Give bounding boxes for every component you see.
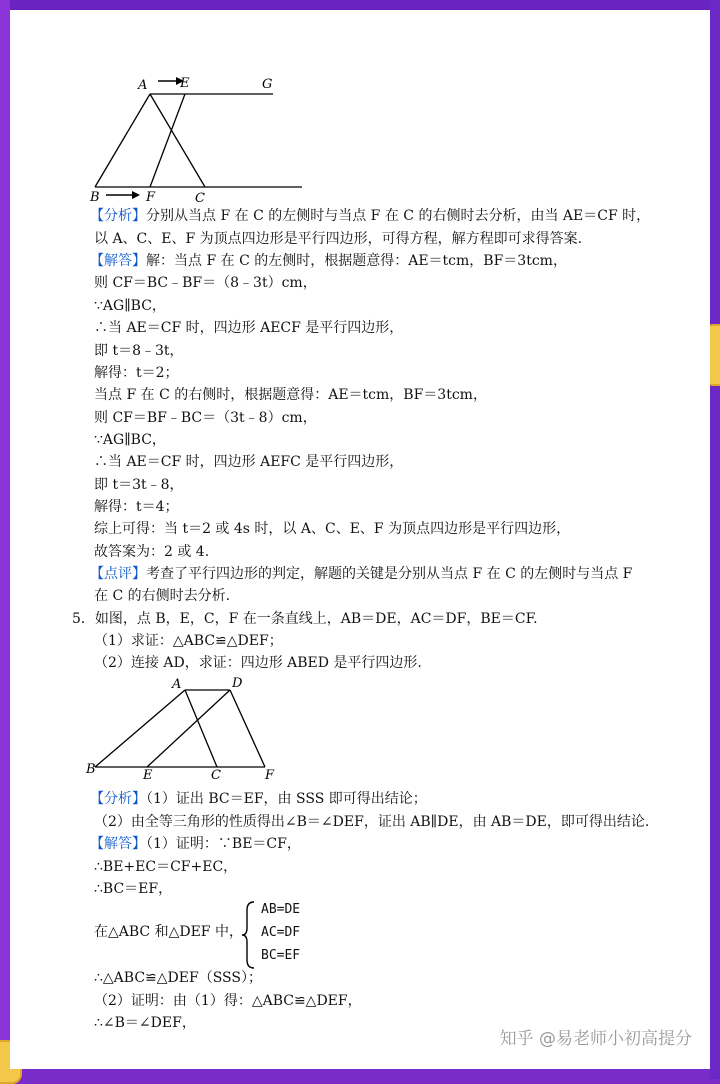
text-line: 则 CF＝BC﹣BF＝（8﹣3t）cm， — [94, 275, 317, 291]
label-C: C — [195, 191, 205, 202]
label-F: F — [146, 190, 156, 202]
label-B: B — [90, 190, 100, 202]
brace-prefix: 在△ABC 和△DEF 中， — [94, 924, 243, 940]
text-line: ∴当 AE＝CF 时，四边形 AEFC 是平行四边形， — [94, 454, 404, 470]
text-line: 则 CF＝BF﹣BC＝（3t﹣8）cm， — [94, 410, 317, 426]
label-A: A — [138, 78, 148, 93]
label-A: A — [172, 677, 182, 692]
text-line: ∴BE+EC＝CF+EC， — [94, 859, 238, 875]
equation-system — [241, 900, 321, 970]
text-line: 当点 F 在 C 的右侧时，根据题意得：AE＝tcm，BF＝3tcm， — [94, 387, 487, 403]
text-line: ∵AG∥BC， — [94, 432, 166, 448]
figure-parallelogram-moving-points — [80, 62, 320, 202]
background-right — [710, 0, 720, 1079]
text-line: 【分析】分别从当点 F 在 C 的左侧时与当点 F 在 C 的右侧时去分析，由当 AE＝CF 时， — [90, 208, 651, 224]
text-line: 综上可得：当 t＝2 或 4s 时，以 A、C、E、F 为顶点四边形是平行四边形， — [94, 521, 571, 537]
text-line: ∴∠B＝∠DEF， — [94, 1015, 196, 1031]
text-line: 在 C 的右侧时去分析. — [94, 588, 231, 604]
text-line: 【解答】（1）证明：∵BE＝CF， — [90, 836, 301, 852]
question-stem: 5．如图，点 B，E，C，F 在一条直线上，AB＝DE，AC＝DF，BE＝CF. — [72, 611, 538, 627]
label-C: C — [211, 768, 221, 783]
text-line: 解得：t＝4； — [94, 499, 179, 515]
equation-item: AB=DE — [261, 902, 301, 917]
watermark: 知乎 @易老师小初高提分 — [499, 1029, 692, 1049]
brace-icon — [241, 900, 257, 970]
equation-item: BC=EF — [261, 948, 301, 963]
text-line: 【解答】解：当点 F 在 C 的左侧时，根据题意得：AE＝tcm，BF＝3tcm， — [90, 253, 567, 269]
text-line: ∴BC＝EF， — [94, 881, 173, 897]
text-line: （2）证明：由（1）得：△ABC≌△DEF， — [94, 993, 362, 1009]
text-line: 【点评】考查了平行四边形的判定，解题的关键是分别从当点 F 在 C 的左侧时与当点 F — [90, 566, 633, 582]
text-line: 即 t＝8﹣3t， — [94, 343, 184, 359]
text-line: 以 A、C、E、F 为顶点四边形是平行四边形，可得方程，解方程即可求得答案. — [94, 231, 583, 247]
figure-congruent-triangles — [80, 675, 280, 785]
background-left — [0, 0, 10, 1079]
text-line: 故答案为：2 或 4. — [94, 544, 210, 560]
label-G: G — [262, 77, 273, 92]
label-B: B — [86, 762, 96, 777]
label-D: D — [232, 676, 243, 691]
text-line: 即 t＝3t﹣8， — [94, 477, 184, 493]
text-line: （2）由全等三角形的性质得出∠B＝∠DEF，证出 AB∥DE，由 AB＝DE，即可得出结论. — [94, 814, 650, 830]
text-line: 【分析】（1）证出 BC＝EF，由 SSS 即可得出结论； — [90, 791, 427, 807]
text-line: ∴△ABC≌△DEF（SSS）； — [94, 970, 262, 986]
text-line: 解得：t＝2； — [94, 365, 179, 381]
document-page — [10, 10, 710, 1069]
label-E: E — [180, 76, 190, 91]
text-line: ∴当 AE＝CF 时，四边形 AECF 是平行四边形， — [94, 320, 404, 336]
label-F: F — [265, 768, 275, 783]
label-E: E — [143, 768, 153, 783]
question-part-2: （2）连接 AD，求证：四边形 ABED 是平行四边形. — [94, 655, 422, 671]
equation-item: AC=DF — [261, 925, 301, 940]
question-part-1: （1）求证：△ABC≌△DEF； — [94, 633, 283, 649]
text-line: ∵AG∥BC， — [94, 298, 166, 314]
